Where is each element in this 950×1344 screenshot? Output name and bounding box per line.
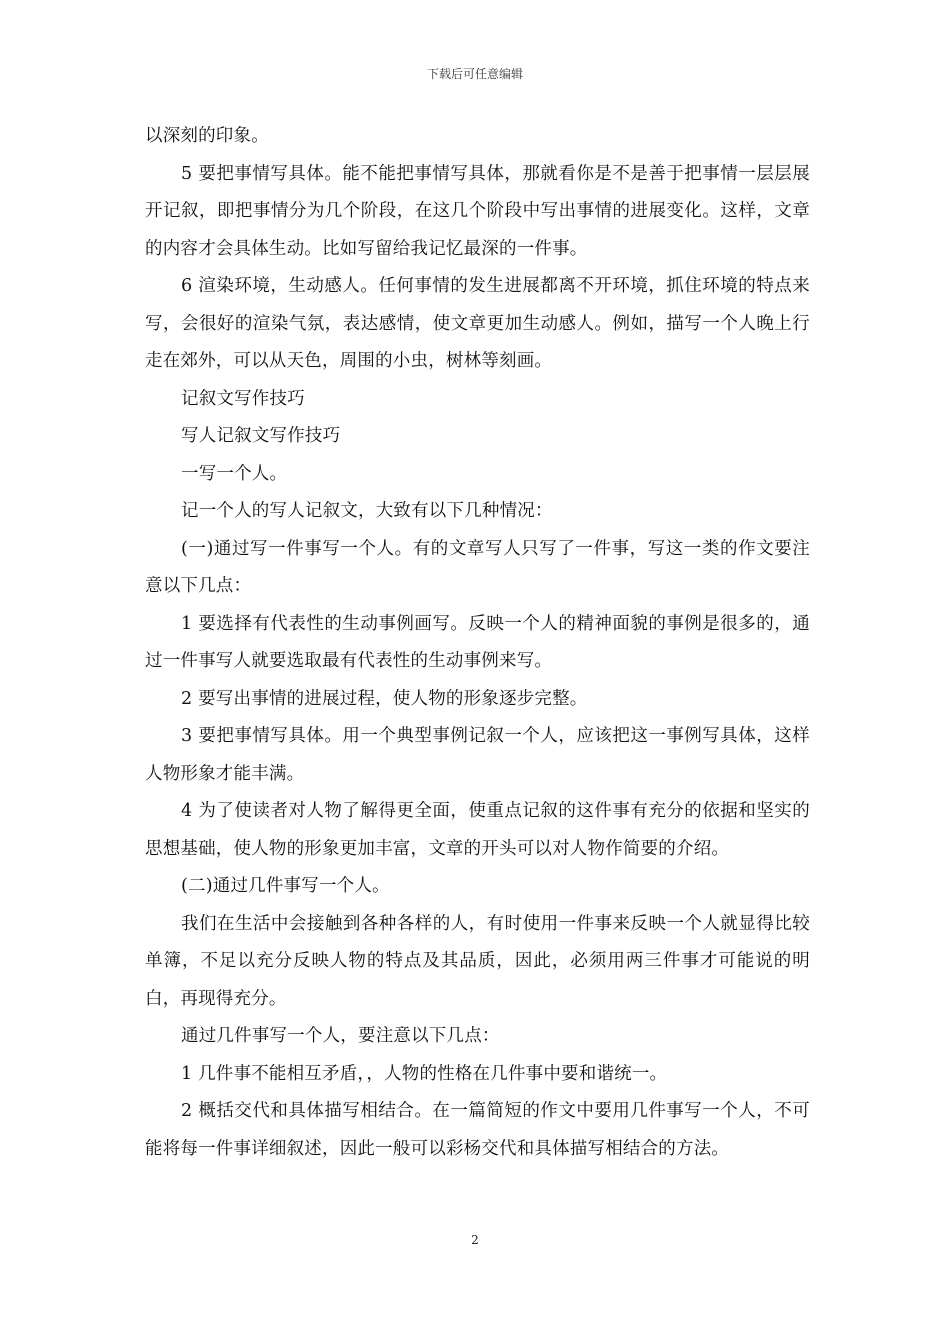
- paragraph-9: 1 要选择有代表性的生动事例画写。反映一个人的精神面貌的事例是很多的，通过一件事写人就要选取最有代表性的生动事例来写。: [145, 613, 810, 671]
- paragraph-13: (二)通过几件事写一个人。: [181, 876, 390, 896]
- paragraph-15: 通过几件事写一个人，要注意以下几点：: [181, 1026, 500, 1046]
- paragraph-1: 以深刻的印象。: [145, 126, 269, 146]
- paragraph-16: 1 几件事不能相互矛盾，，人物的性格在几件事中要和谐统一。: [181, 1063, 668, 1084]
- document-body: [145, 118, 810, 1168]
- page-header: 下载后可任意编辑: [426, 67, 523, 81]
- paragraph-10: 2 要写出事情的进展过程，使人物的形象逐步完整。: [181, 688, 588, 709]
- section-heading-narrative-tips: 记叙文写作技巧: [181, 388, 305, 409]
- subheading-one-person: 一写一个人。: [181, 463, 288, 484]
- paragraph-2: 5 要把事情写具体。能不能把事情写具体，那就看你是不是善于把事情一层层展开记叙，即把事情分为几个阶段，在这几个阶段中写出事情的进展变化。这样，文章的内容才会具体生动。比如写留给我记忆最深的一件事。: [145, 163, 810, 259]
- paragraph-11: 3 要把事情写具体。用一个典型事例记叙一个人，应该把这一事例写具体，这样人物形象才能丰满。: [145, 726, 810, 784]
- paragraph-12: 4 为了使读者对人物了解得更全面，使重点记叙的这件事有充分的依据和坚实的思想基础，使人物的形象更加丰富，文章的开头可以对人物作简要的介绍。: [145, 801, 810, 859]
- paragraph-8: (一)通过写一件事写一个人。有的文章写人只写了一件事，写这一类的作文要注意以下几点：: [145, 538, 810, 596]
- paragraph-17: 2 概括交代和具体描写相结合。在一篇简短的作文中要用几件事写一个人，不可能将每一件事详细叙述，因此一般可以彩杨交代和具体描写相结合的方法。: [145, 1101, 810, 1159]
- paragraph-14: 我们在生活中会接触到各种各样的人，有时使用一件事来反映一个人就显得比较单簿，不足以充分反映人物的特点及其品质，因此，必须用两三件事才可能说的明白，再现得充分。: [145, 913, 810, 1009]
- paragraph-3: 6 渲染环境，生动感人。任何事情的发生进展都离不开环境，抓住环境的特点来写，会很好的渲染气氛，表达感情，使文章更加生动感人。例如，描写一个人晚上行走在郊外，可以从天色，周围的小虫，树林等刻画。: [145, 276, 810, 371]
- page-number: 2: [471, 1233, 479, 1247]
- section-heading-person-narrative-tips: 写人记叙文写作技巧: [181, 426, 341, 446]
- paragraph-7: 记一个人的写人记叙文，大致有以下几种情况：: [181, 501, 553, 521]
